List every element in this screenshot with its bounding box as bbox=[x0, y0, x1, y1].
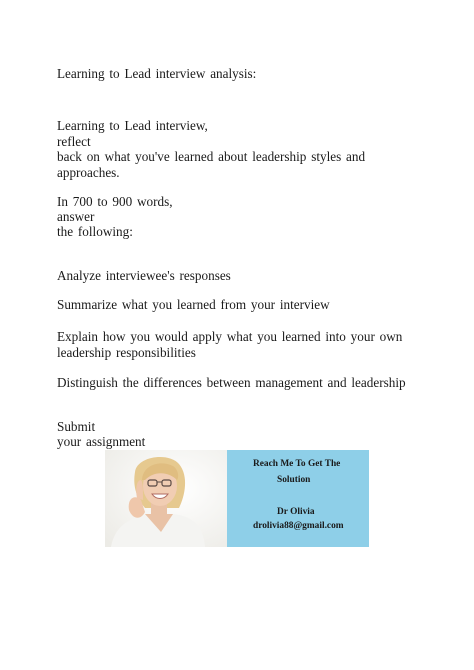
task-item: Summarize what you learned from your interview bbox=[57, 297, 330, 312]
task-item: Explain how you would apply what you learned into your own bbox=[57, 329, 403, 344]
smiling-woman-photo bbox=[105, 450, 227, 547]
contact-email[interactable]: drolivia88@gmail.com bbox=[253, 521, 344, 531]
paragraph-line: Submit bbox=[57, 419, 96, 434]
paragraph-line: answer bbox=[57, 209, 95, 224]
contact-banner bbox=[105, 450, 369, 547]
paragraph-line: Learning to Lead interview, bbox=[57, 118, 208, 133]
paragraph-line: reflect bbox=[57, 134, 91, 149]
paragraph-line: In 700 to 900 words, bbox=[57, 194, 173, 209]
task-item: Analyze interviewee's responses bbox=[57, 268, 231, 283]
promo-subheadline: Solution bbox=[277, 475, 311, 485]
task-item: Distinguish the differences between management and leadership bbox=[57, 375, 406, 390]
paragraph-line: the following: bbox=[57, 224, 133, 239]
woman-photo-icon bbox=[105, 450, 227, 547]
promo-headline: Reach Me To Get The bbox=[253, 459, 341, 469]
task-item: leadership responsibilities bbox=[57, 345, 196, 360]
contact-name: Dr Olivia bbox=[277, 507, 315, 517]
paragraph-line: your assignment bbox=[57, 434, 146, 449]
paragraph-line: approaches. bbox=[57, 165, 120, 180]
document-title: Learning to Lead interview analysis: bbox=[57, 66, 257, 81]
contact-card bbox=[227, 450, 369, 547]
paragraph-line: back on what you've learned about leadership styles and bbox=[57, 149, 366, 164]
